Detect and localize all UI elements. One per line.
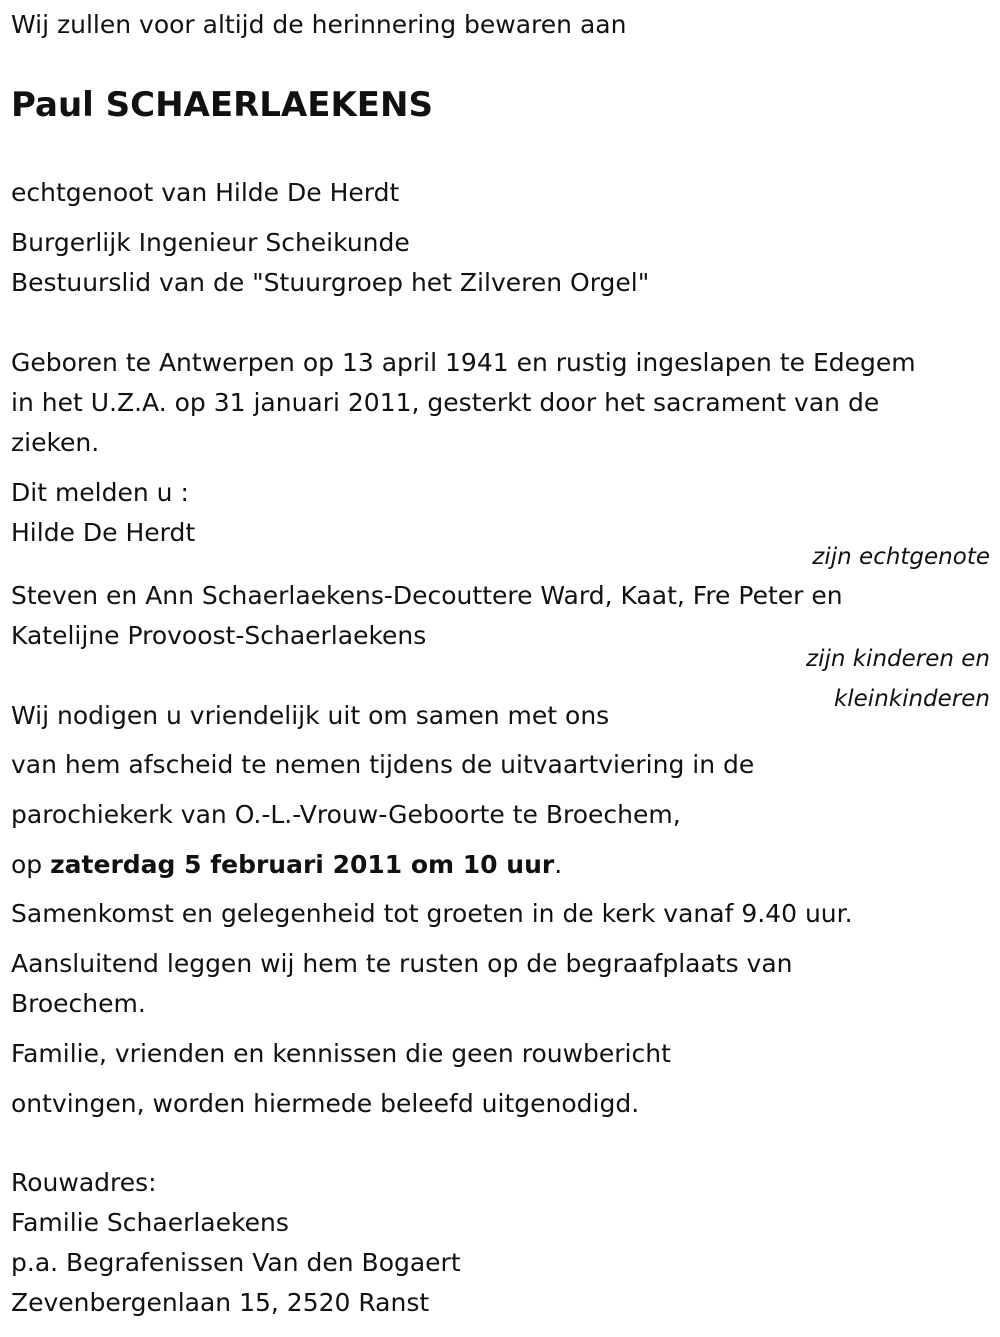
- children-relation: zijn kinderen en: [806, 646, 990, 672]
- children-line: Katelijne Provoost-Schaerlaekens: [11, 621, 427, 650]
- invitation-line: parochiekerk van O.-L.-Vrouw-Geboorte te Broechem,: [11, 800, 681, 829]
- ceremony-date: zaterdag 5 februari 2011 om 10 uur: [50, 850, 555, 879]
- date-prefix: op: [11, 850, 51, 879]
- invitation-line: Wij nodigen u vriendelijk uit om samen met ons: [11, 701, 610, 730]
- family-notice-line: Familie, vrienden en kennissen die geen rouwbericht: [11, 1039, 671, 1068]
- address-line: p.a. Begrafenissen Van den Bogaert: [11, 1248, 461, 1277]
- spouse-line: echtgenoot van Hilde De Herdt: [11, 178, 400, 207]
- children-line: Steven en Ann Schaerlaekens-Decouttere Ward, Kaat, Fre Peter en: [11, 581, 843, 610]
- spouse-relation: zijn echtgenote: [812, 544, 990, 570]
- deceased-name: Paul SCHAERLAEKENS: [11, 85, 433, 125]
- spouse-name: Hilde De Herdt: [11, 518, 196, 547]
- family-notice-line: ontvingen, worden hiermede beleefd uitgenodigd.: [11, 1089, 640, 1118]
- children-relation: kleinkinderen: [833, 686, 990, 712]
- invitation-line: van hem afscheid te nemen tijdens de uitvaartviering in de: [11, 750, 755, 779]
- burial-line: Broechem.: [11, 989, 146, 1018]
- burial-line: Aansluitend leggen wij hem te rusten op de begraafplaats van: [11, 949, 793, 978]
- date-suffix: .: [554, 850, 563, 879]
- ceremony-date-line: [11, 845, 562, 885]
- title-line: Burgerlijk Ingenieur Scheikunde: [11, 228, 410, 257]
- birth-death-line: Geboren te Antwerpen op 13 april 1941 en rustig ingeslapen te Edegem: [11, 348, 916, 377]
- intro-text: Wij zullen voor altijd de herinnering bewaren aan: [11, 10, 627, 39]
- gathering-line: Samenkomst en gelegenheid tot groeten in de kerk vanaf 9.40 uur.: [11, 899, 853, 928]
- birth-death-line: in het U.Z.A. op 31 januari 2011, gesterkt door het sacrament van de: [11, 388, 880, 417]
- address-line: Familie Schaerlaekens: [11, 1208, 289, 1237]
- birth-death-line: zieken.: [11, 428, 100, 457]
- announce-header: Dit melden u :: [11, 478, 189, 507]
- title-line: Bestuurslid van de "Stuurgroep het Zilveren Orgel": [11, 268, 650, 297]
- address-line: Zevenbergenlaan 15, 2520 Ranst: [11, 1288, 430, 1317]
- address-label: Rouwadres:: [11, 1168, 157, 1197]
